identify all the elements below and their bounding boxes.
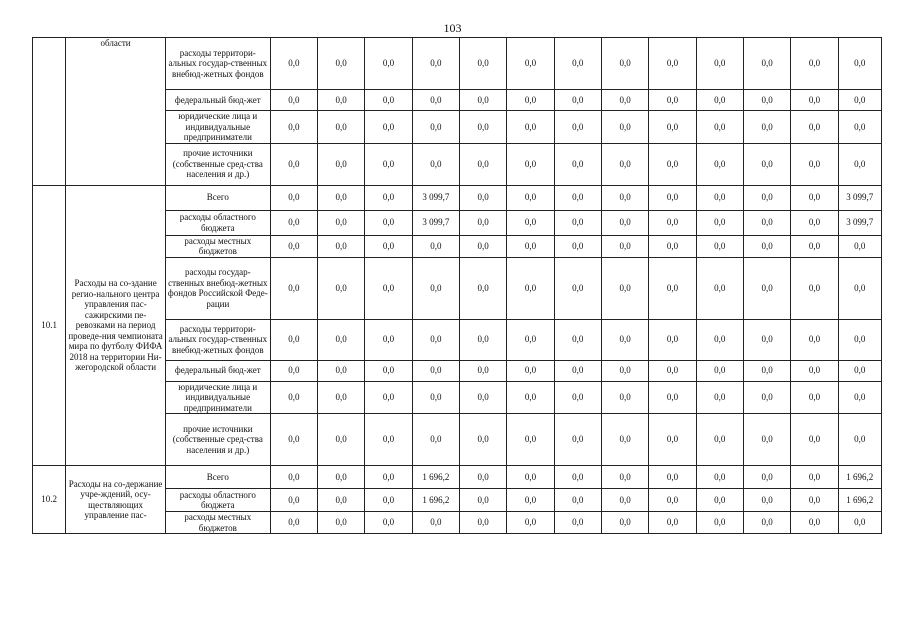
value-cell: 0,0 [696,360,743,381]
value-cell: 0,0 [365,512,412,534]
value-cell: 0,0 [270,143,317,185]
value-cell: 0,0 [791,489,838,512]
value-cell: 0,0 [412,319,459,360]
value-cell: 0,0 [507,360,554,381]
value-cell: 0,0 [318,143,365,185]
value-cell: 0,0 [649,111,696,144]
value-cell: 0,0 [838,38,881,90]
value-cell: 0,0 [554,111,601,144]
value-cell: 0,0 [318,319,365,360]
value-cell: 0,0 [365,90,412,111]
value-cell: 0,0 [318,235,365,257]
value-cell: 0,0 [696,319,743,360]
value-cell: 0,0 [365,257,412,319]
value-cell: 0,0 [459,512,506,534]
value-cell: 0,0 [601,489,648,512]
value-cell: 0,0 [365,111,412,144]
value-cell: 0,0 [791,257,838,319]
value-cell: 3 099,7 [412,185,459,210]
value-cell: 0,0 [838,360,881,381]
value-cell: 0,0 [507,38,554,90]
value-cell: 0,0 [318,210,365,235]
value-cell: 0,0 [601,381,648,414]
value-cell: 0,0 [554,489,601,512]
value-cell: 0,0 [649,489,696,512]
value-cell: 0,0 [554,319,601,360]
value-cell: 0,0 [696,257,743,319]
value-cell: 0,0 [270,257,317,319]
value-cell: 0,0 [743,185,790,210]
value-cell: 0,0 [838,90,881,111]
value-cell: 0,0 [601,90,648,111]
funding-source-cell: расходы местных бюджетов [165,235,270,257]
value-cell: 0,0 [507,235,554,257]
item-number-cell: 10.1 [33,185,66,466]
value-cell: 0,0 [365,210,412,235]
value-cell: 0,0 [412,414,459,466]
value-cell: 0,0 [507,414,554,466]
funding-source-cell: федеральный бюд-жет [165,90,270,111]
value-cell: 0,0 [601,319,648,360]
funding-source-cell: расходы областного бюджета [165,210,270,235]
value-cell: 0,0 [554,235,601,257]
value-cell: 0,0 [459,257,506,319]
value-cell: 0,0 [270,466,317,489]
value-cell: 0,0 [318,489,365,512]
value-cell: 0,0 [838,381,881,414]
value-cell: 0,0 [601,512,648,534]
value-cell: 0,0 [365,414,412,466]
value-cell: 0,0 [696,90,743,111]
value-cell: 0,0 [365,185,412,210]
value-cell: 0,0 [412,512,459,534]
value-cell: 0,0 [554,143,601,185]
value-cell: 1 696,2 [412,489,459,512]
value-cell: 0,0 [791,185,838,210]
value-cell: 0,0 [649,360,696,381]
value-cell: 0,0 [412,111,459,144]
value-cell: 0,0 [743,414,790,466]
value-cell: 0,0 [696,512,743,534]
value-cell: 0,0 [270,210,317,235]
value-cell: 0,0 [507,185,554,210]
value-cell: 0,0 [696,185,743,210]
value-cell: 0,0 [507,512,554,534]
value-cell: 0,0 [791,360,838,381]
table-row [33,185,882,210]
value-cell: 0,0 [554,466,601,489]
value-cell: 0,0 [507,210,554,235]
value-cell: 0,0 [459,185,506,210]
value-cell: 0,0 [270,235,317,257]
value-cell: 0,0 [459,235,506,257]
value-cell: 0,0 [318,414,365,466]
value-cell: 0,0 [649,414,696,466]
value-cell: 0,0 [601,466,648,489]
value-cell: 0,0 [554,185,601,210]
value-cell: 0,0 [507,111,554,144]
value-cell: 0,0 [554,512,601,534]
value-cell: 0,0 [507,381,554,414]
value-cell: 0,0 [743,38,790,90]
value-cell: 0,0 [838,235,881,257]
value-cell: 0,0 [743,235,790,257]
budget-table [32,37,882,534]
value-cell: 0,0 [318,381,365,414]
value-cell: 0,0 [601,235,648,257]
value-cell: 0,0 [507,257,554,319]
value-cell: 1 696,2 [838,466,881,489]
funding-source-cell: расходы территори-альных государ-ственных внебюд-жетных фондов [165,38,270,90]
value-cell: 0,0 [743,210,790,235]
item-number-cell: 10.2 [33,466,66,534]
value-cell: 0,0 [838,257,881,319]
value-cell: 0,0 [365,143,412,185]
value-cell: 0,0 [270,38,317,90]
value-cell: 0,0 [601,185,648,210]
value-cell: 0,0 [601,257,648,319]
value-cell: 0,0 [365,466,412,489]
value-cell: 0,0 [838,143,881,185]
funding-source-cell: федеральный бюд-жет [165,360,270,381]
value-cell: 0,0 [649,90,696,111]
value-cell: 0,0 [318,38,365,90]
value-cell: 0,0 [649,185,696,210]
value-cell: 0,0 [459,90,506,111]
value-cell: 0,0 [459,381,506,414]
value-cell: 0,0 [365,489,412,512]
value-cell: 0,0 [838,512,881,534]
funding-source-cell: расходы территори-альных государ-ственных внебюд-жетных фондов [165,319,270,360]
value-cell: 1 696,2 [838,489,881,512]
value-cell: 0,0 [649,319,696,360]
value-cell: 0,0 [412,257,459,319]
value-cell: 0,0 [601,143,648,185]
value-cell: 0,0 [838,319,881,360]
funding-source-cell: Всего [165,466,270,489]
value-cell: 0,0 [649,257,696,319]
value-cell: 0,0 [743,319,790,360]
value-cell: 0,0 [365,381,412,414]
value-cell: 0,0 [743,111,790,144]
value-cell: 0,0 [601,38,648,90]
value-cell: 0,0 [649,512,696,534]
value-cell: 0,0 [696,489,743,512]
value-cell: 0,0 [743,257,790,319]
value-cell: 0,0 [270,381,317,414]
value-cell: 0,0 [649,235,696,257]
value-cell: 0,0 [696,210,743,235]
value-cell: 0,0 [554,90,601,111]
funding-source-cell: расходы государ-ственных внебюд-жетных фондов Российской Феде-рации [165,257,270,319]
value-cell: 0,0 [459,466,506,489]
value-cell: 0,0 [791,90,838,111]
item-name-cell: Расходы на со-здание регио-нального центра управления пас-сажирскими пе-ревозками на период проведе-ния чемпионата мира по футболу ФИФА 2018 на территории Ни-жегородской области [66,185,166,466]
value-cell: 3 099,7 [412,210,459,235]
table-row [33,466,882,489]
value-cell: 0,0 [318,257,365,319]
value-cell: 0,0 [365,319,412,360]
value-cell: 0,0 [649,143,696,185]
value-cell: 0,0 [838,111,881,144]
value-cell: 0,0 [696,143,743,185]
value-cell: 0,0 [270,90,317,111]
value-cell: 0,0 [318,466,365,489]
funding-source-cell: расходы областного бюджета [165,489,270,512]
funding-source-cell: юридические лица и индивидуальные предприниматели [165,381,270,414]
table-row [33,38,882,90]
value-cell: 0,0 [696,414,743,466]
value-cell: 0,0 [270,185,317,210]
value-cell: 0,0 [318,111,365,144]
value-cell: 0,0 [743,512,790,534]
value-cell: 0,0 [507,466,554,489]
value-cell: 0,0 [696,235,743,257]
value-cell: 0,0 [791,414,838,466]
value-cell: 3 099,7 [838,185,881,210]
value-cell: 0,0 [318,185,365,210]
value-cell: 0,0 [459,414,506,466]
funding-source-cell: прочие источники (собственные сред-ства населения и др.) [165,414,270,466]
value-cell: 0,0 [838,414,881,466]
value-cell: 0,0 [696,466,743,489]
value-cell: 0,0 [791,381,838,414]
value-cell: 0,0 [791,111,838,144]
value-cell: 0,0 [318,360,365,381]
funding-source-cell: Всего [165,185,270,210]
value-cell: 0,0 [412,143,459,185]
funding-source-cell: юридические лица и индивидуальные предприниматели [165,111,270,144]
value-cell: 0,0 [365,360,412,381]
value-cell: 0,0 [412,90,459,111]
value-cell: 0,0 [743,90,790,111]
value-cell: 0,0 [554,38,601,90]
value-cell: 0,0 [270,319,317,360]
value-cell: 0,0 [270,111,317,144]
value-cell: 0,0 [459,143,506,185]
value-cell: 0,0 [791,143,838,185]
value-cell: 0,0 [365,38,412,90]
value-cell: 0,0 [554,360,601,381]
item-number-cell [33,38,66,186]
item-name-cell: Расходы на со-держание учре-ждений, осу-ществляющих управление пас- [66,466,166,534]
value-cell: 0,0 [696,111,743,144]
value-cell: 0,0 [743,466,790,489]
value-cell: 0,0 [412,360,459,381]
value-cell: 0,0 [459,319,506,360]
value-cell: 1 696,2 [412,466,459,489]
value-cell: 0,0 [459,489,506,512]
value-cell: 0,0 [743,381,790,414]
value-cell: 0,0 [696,381,743,414]
value-cell: 0,0 [649,381,696,414]
value-cell: 0,0 [743,360,790,381]
value-cell: 0,0 [649,38,696,90]
value-cell: 0,0 [459,210,506,235]
value-cell: 0,0 [554,257,601,319]
value-cell: 0,0 [270,489,317,512]
value-cell: 0,0 [507,90,554,111]
value-cell: 0,0 [507,143,554,185]
value-cell: 0,0 [412,38,459,90]
value-cell: 0,0 [270,512,317,534]
value-cell: 0,0 [459,38,506,90]
value-cell: 0,0 [507,319,554,360]
value-cell: 0,0 [554,381,601,414]
value-cell: 0,0 [412,381,459,414]
value-cell: 0,0 [649,466,696,489]
page-number: 103 [443,21,462,35]
value-cell: 0,0 [601,360,648,381]
value-cell: 0,0 [318,90,365,111]
value-cell: 0,0 [507,489,554,512]
value-cell: 0,0 [412,235,459,257]
value-cell: 0,0 [554,414,601,466]
value-cell: 0,0 [601,414,648,466]
funding-source-cell: расходы местных бюджетов [165,512,270,534]
value-cell: 0,0 [791,466,838,489]
value-cell: 0,0 [270,414,317,466]
value-cell: 0,0 [696,38,743,90]
value-cell: 0,0 [649,210,696,235]
value-cell: 0,0 [601,210,648,235]
value-cell: 0,0 [459,111,506,144]
value-cell: 0,0 [270,360,317,381]
value-cell: 0,0 [791,210,838,235]
value-cell: 0,0 [601,111,648,144]
value-cell: 3 099,7 [838,210,881,235]
value-cell: 0,0 [459,360,506,381]
value-cell: 0,0 [791,319,838,360]
item-name-cell: области [66,38,166,186]
value-cell: 0,0 [365,235,412,257]
value-cell: 0,0 [791,38,838,90]
value-cell: 0,0 [554,210,601,235]
value-cell: 0,0 [743,143,790,185]
value-cell: 0,0 [791,235,838,257]
funding-source-cell: прочие источники (собственные сред-ства населения и др.) [165,143,270,185]
value-cell: 0,0 [791,512,838,534]
value-cell: 0,0 [743,489,790,512]
value-cell: 0,0 [318,512,365,534]
